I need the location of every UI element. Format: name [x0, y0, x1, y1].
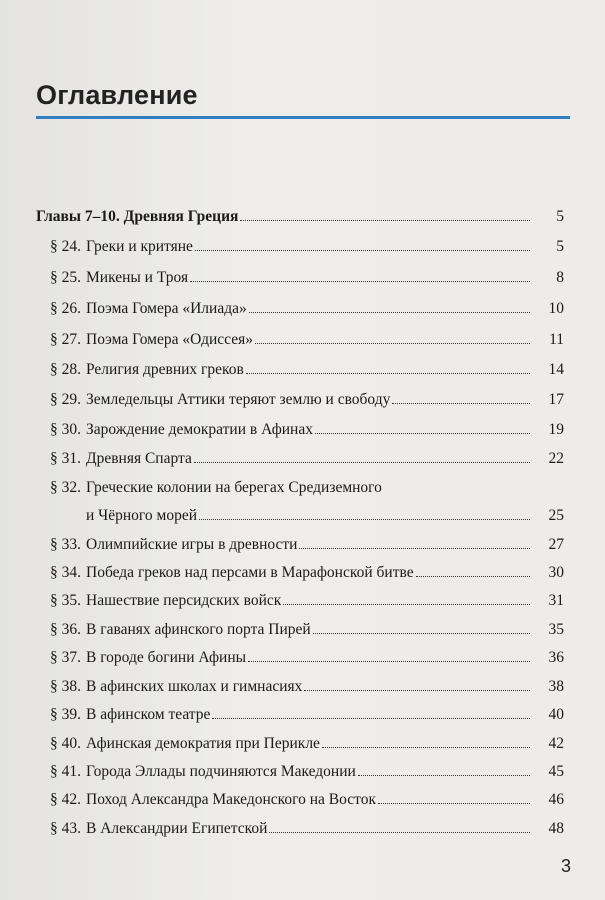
toc-entry[interactable]: [36, 417, 564, 443]
entry-title-line2: и Чёрного морей: [86, 507, 197, 524]
leader-dots: [269, 816, 530, 833]
leader-dots: [283, 588, 530, 605]
page-number: 3: [560, 856, 571, 876]
entry-title: В гаванях афинского порта Пирей: [86, 621, 311, 638]
title-underline: [36, 116, 570, 119]
entry-title: Религия древних греков: [86, 361, 244, 378]
toc-entry[interactable]: [36, 296, 564, 322]
entry-title: Древняя Спарта: [86, 450, 192, 467]
entry-page: 11: [549, 331, 564, 348]
entry-page: 25: [548, 507, 564, 524]
leader-dots: [392, 387, 530, 404]
entry-page: 45: [548, 763, 564, 780]
entry-page: 38: [548, 678, 564, 695]
leader-dots: [313, 617, 530, 634]
entry-title: Олимпийские игры в древности: [86, 536, 298, 553]
entry-title: В афинском театре: [86, 706, 211, 723]
entry-page: 46: [548, 791, 564, 808]
toc-entry[interactable]: [36, 702, 564, 728]
leader-dots: [249, 296, 530, 313]
entry-number: § 39.: [50, 706, 81, 723]
toc-entry[interactable]: [36, 446, 564, 472]
toc-entry[interactable]: [36, 617, 564, 643]
entry-page: 48: [548, 820, 564, 837]
entry-number: § 37.: [50, 649, 81, 666]
entry-number: § 33.: [50, 536, 81, 553]
leader-dots: [190, 265, 530, 282]
entry-number: § 34.: [50, 564, 81, 581]
entry-number: § 36.: [50, 621, 81, 638]
toc-entry[interactable]: [36, 357, 564, 383]
toc-entry[interactable]: [36, 327, 564, 353]
entry-number: § 40.: [50, 735, 81, 752]
entry-page: 36: [548, 649, 564, 666]
toc-entry-continuation[interactable]: [36, 503, 564, 529]
leader-dots: [240, 204, 530, 221]
toc-entry[interactable]: [36, 759, 564, 785]
chapter-title: Главы 7–10. Древняя Греция: [36, 208, 239, 225]
entry-page: 5: [556, 238, 564, 255]
leader-dots: [299, 532, 530, 549]
entry-number: § 30.: [50, 421, 81, 438]
leader-dots: [378, 787, 530, 804]
entry-page: 40: [548, 706, 564, 723]
entry-title: Победа греков над персами в Марафонской битве: [86, 564, 414, 581]
entry-page: 10: [548, 300, 564, 317]
entry-title-line1: Греческие колонии на берегах Средиземного: [86, 479, 382, 496]
leader-dots: [246, 357, 530, 374]
toc-entry[interactable]: [36, 645, 564, 671]
chapter-page: 5: [556, 208, 564, 225]
entry-page: 17: [548, 391, 564, 408]
toc-entry[interactable]: [36, 731, 564, 757]
entry-page: 31: [548, 592, 564, 609]
entry-page: 27: [548, 536, 564, 553]
entry-page: 22: [548, 450, 564, 467]
entry-title: Микены и Троя: [86, 269, 189, 286]
page-title: Оглавление: [36, 80, 198, 110]
entry-title: Поэма Гомера «Одиссея»: [86, 331, 253, 348]
entry-title: Нашествие персидских войск: [86, 592, 282, 609]
entry-number: § 32.: [50, 479, 81, 496]
entry-title: Греки и критяне: [86, 238, 193, 255]
leader-dots: [304, 674, 530, 691]
leader-dots: [322, 731, 530, 748]
leader-dots: [195, 234, 530, 251]
toc-entry[interactable]: [36, 816, 564, 842]
leader-dots: [315, 417, 530, 434]
entry-number: § 28.: [50, 361, 81, 378]
entry-page: 35: [548, 621, 564, 638]
entry-title: В Александрии Египетской: [86, 820, 268, 837]
entry-number: § 41.: [50, 763, 81, 780]
entry-page: 42: [548, 735, 564, 752]
toc-entry[interactable]: [36, 234, 564, 260]
leader-dots: [255, 327, 530, 344]
toc-chapter-heading[interactable]: [36, 204, 564, 230]
entry-title: Земледельцы Аттики теряют землю и свободу: [86, 391, 391, 408]
toc-entry[interactable]: [36, 532, 564, 558]
leader-dots: [416, 560, 530, 577]
entry-number: § 38.: [50, 678, 81, 695]
entry-title: Поход Александра Македонского на Восток: [86, 791, 377, 808]
toc-entry[interactable]: [36, 387, 564, 413]
entry-title: В афинских школах и гимнасиях: [86, 678, 303, 695]
leader-dots: [212, 702, 530, 719]
toc-entry[interactable]: [36, 560, 564, 586]
entry-number: § 27.: [50, 331, 81, 348]
entry-page: 19: [548, 421, 564, 438]
entry-title: В городе богини Афины: [86, 649, 247, 666]
entry-title: Зарождение демократии в Афинах: [86, 421, 313, 438]
entry-number: § 26.: [50, 300, 81, 317]
entry-title: Поэма Гомера «Илиада»: [86, 300, 247, 317]
entry-number: § 31.: [50, 450, 81, 467]
entry-title: Города Эллады подчиняются Македонии: [86, 763, 356, 780]
entry-page: 14: [548, 361, 564, 378]
leader-dots: [248, 645, 530, 662]
entry-number: § 42.: [50, 791, 81, 808]
leader-dots: [194, 446, 530, 463]
entry-number: § 25.: [50, 269, 81, 286]
toc-entry[interactable]: [36, 265, 564, 291]
entry-title: Афинская демократия при Перикле: [86, 735, 320, 752]
entry-number: § 24.: [50, 238, 81, 255]
entry-page: 8: [556, 269, 564, 286]
toc-entry-multiline[interactable]: [36, 475, 564, 501]
entry-number: § 43.: [50, 820, 81, 837]
entry-number: § 35.: [50, 592, 81, 609]
toc-entry[interactable]: [36, 674, 564, 700]
leader-dots: [358, 759, 530, 776]
entry-page: 30: [548, 564, 564, 581]
toc-entry[interactable]: [36, 787, 564, 813]
toc-entry[interactable]: [36, 588, 564, 614]
entry-number: § 29.: [50, 391, 81, 408]
leader-dots: [199, 503, 530, 520]
